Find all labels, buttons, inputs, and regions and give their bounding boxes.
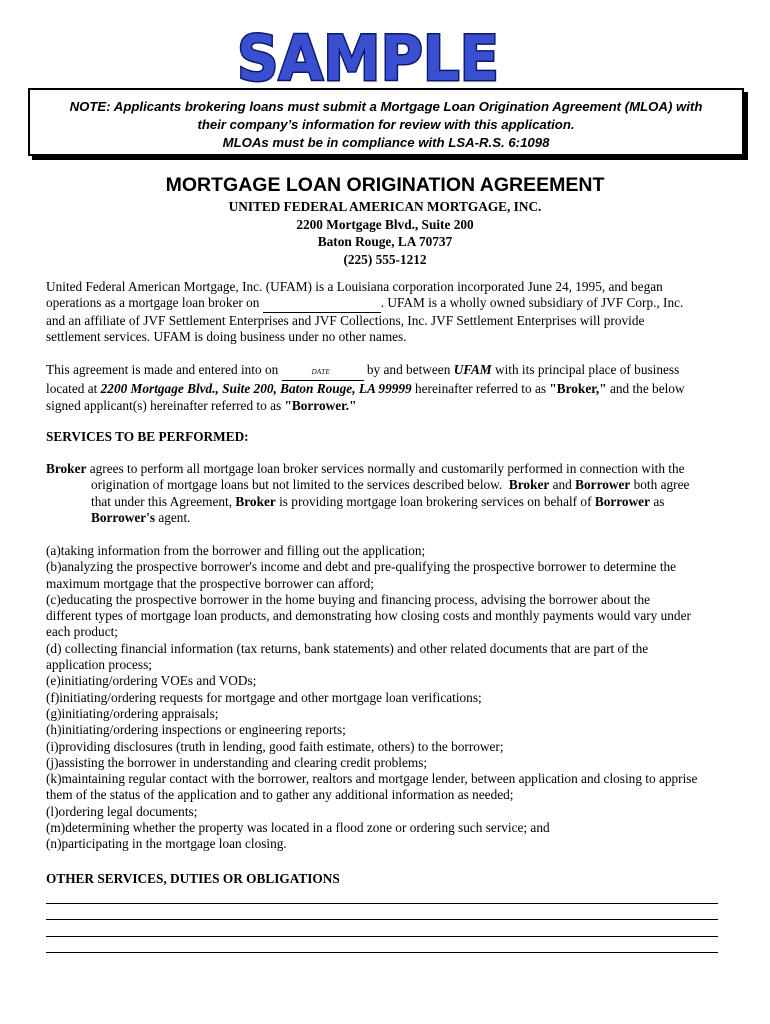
list-item: (f)initiating/ordering requests for mortgage and other mortgage loan verifications;: [46, 689, 482, 705]
agreement-paragraph: This agreement is made and entered into on DATE by and between UFAM with its principal place of business located at 2200 Mortgage Blvd., Suite 200, Baton Rouge, LA 99999 hereinafter referred to as "Broker," and the below signed applicant(s) hereinafter referred to as "Borrower.": [46, 362, 685, 413]
list-item: (k)maintaining regular contact with the borrower, realtors and mortgage lender, between application and closing to apprise: [46, 771, 698, 787]
broker-address: 2200 Mortgage Blvd., Suite 200, Baton Rouge, LA 99999: [100, 381, 412, 397]
blank-line-1[interactable]: [46, 887, 718, 904]
broker-paragraph: Broker agrees to perform all mortgage loan broker services normally and customarily performed in connection with the origination of mortgage loans but not limited to the services described below. Broker and Borrower both agree that under this Agreement, Broker is providing mortgage loan brokering services on behalf of Borrower as Borrower's agent.: [46, 461, 690, 525]
blank-line-3[interactable]: [46, 920, 718, 937]
list-item: maximum mortgage that the prospective borrower can afford;: [46, 575, 375, 591]
company-street: 2200 Mortgage Blvd., Suite 200: [296, 216, 474, 232]
sample-stamp: [232, 22, 504, 88]
list-item: (g)initiating/ordering appraisals;: [46, 705, 219, 721]
list-item: (c)educating the prospective borrower in the home buying and financing process, advising the borrower about the: [46, 591, 651, 607]
list-item: them of the status of the application and to gather any additional information as needed;: [46, 787, 514, 803]
agreement-date-field[interactable]: [282, 362, 364, 381]
blank-line-2[interactable]: [46, 904, 718, 921]
list-item: (h)initiating/ordering inspections or engineering reports;: [46, 722, 346, 738]
list-item: application process;: [46, 657, 152, 673]
list-item: (l)ordering legal documents;: [46, 803, 198, 819]
operations-date-field[interactable]: [263, 295, 381, 312]
company-city: Baton Rouge, LA 70737: [317, 234, 453, 249]
other-services-section: [46, 871, 736, 953]
services-list: [46, 543, 736, 853]
note-line-1: NOTE: Applicants brokering loans must submit a Mortgage Loan Origination Agreement (MLOA) with: [69, 99, 703, 114]
list-item: (a)taking information from the borrower and filling out the application;: [46, 543, 426, 558]
list-item: (n)participating in the mortgage loan closing.: [46, 836, 287, 852]
company-address-block: [0, 198, 770, 268]
company-phone: (225) 555-1212: [343, 251, 427, 267]
note-line-2: their company’s information for review with this application.: [197, 117, 575, 132]
blank-line-4[interactable]: [46, 937, 718, 954]
note-box: [28, 88, 744, 156]
intro-paragraph: United Federal American Mortgage, Inc. (UFAM) is a Louisiana corporation incorporated June 24, 1995, and began operations as a mortgage loan broker on . UFAM is a wholly owned subsidiary of JVF Corp., Inc. and an affiliate of JVF Settlement Enterprises and JVF Collections, Inc. JVF Settlement Enterprises will provide settlement services. UFAM is doing business under no other names.: [46, 279, 684, 344]
other-services-heading: OTHER SERVICES, DUTIES OR OBLIGATIONS: [46, 871, 340, 886]
services-heading: SERVICES TO BE PERFORMED:: [46, 429, 249, 444]
sample-stamp-text: SAMPLE: [237, 22, 499, 88]
list-item: (e)initiating/ordering VOEs and VODs;: [46, 673, 257, 689]
page-title: MORTGAGE LOAN ORIGINATION AGREEMENT: [165, 174, 605, 196]
date-field-label: DATE: [311, 368, 331, 376]
list-item: (d) collecting financial information (tax returns, bank statements) and other related documents that are part of the: [46, 640, 649, 656]
list-item: (j)assisting the borrower in understanding and clearing credit problems;: [46, 754, 428, 770]
company-name: UNITED FEDERAL AMERICAN MORTGAGE, INC.: [228, 199, 542, 214]
list-item: (m)determining whether the property was located in a flood zone or ordering such service; and: [46, 820, 550, 836]
list-item: (b)analyzing the prospective borrower's income and debt and pre-qualifying the prospective borrower to determine the: [46, 559, 677, 575]
list-item: each product;: [46, 624, 118, 640]
list-item: different types of mortgage loan products, and demonstrating how closing costs and monthly payments would vary under: [46, 608, 691, 624]
note-line-3: MLOAs must be in compliance with LSA-R.S. 6:1098: [222, 135, 550, 150]
list-item: (i)providing disclosures (truth in lending, good faith estimate, others) to the borrower;: [46, 738, 504, 754]
